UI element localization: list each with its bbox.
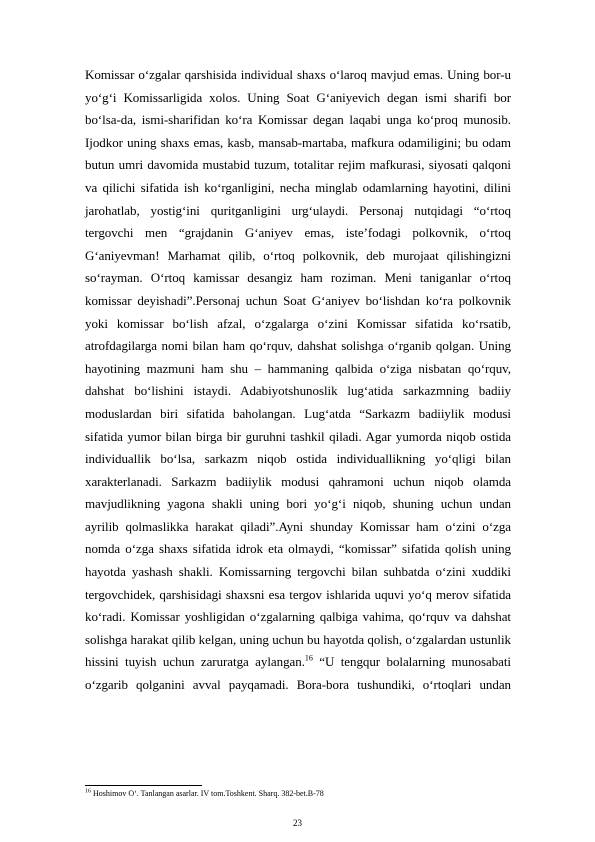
paragraph-text-part2: “U tengqur bolalarning munosabati o‘zgarib qolganini avval payqamadi. Bora-bora tushundiki, o‘rtoqlari undan (85, 654, 511, 693)
footnote-text: Hoshimov O‘. Tanlangan asarlar. IV tom.Toshkent. Sharq. 382-bet.B-78 (91, 789, 324, 798)
footnote (85, 789, 511, 799)
footnote-reference[interactable]: 16 (304, 654, 313, 664)
footnote-number: 16 (85, 788, 91, 795)
body-paragraph (85, 64, 511, 697)
footnote-divider (85, 785, 202, 786)
paragraph-text-part1: Komissar o‘zgalar qarshisida individual shaxs o‘laroq mavjud emas. Uning bor-u yo‘g‘i Komissarligida xolos. Uning Soat G‘aniyevich degan ismi sharifi bor bo‘lsa-da, ismi-sharifidan ko‘ra Komissar degan laqabi unga ko‘proq munosib. Ijodkor uning shaxs emas, kasb, mansab-martaba, mafkura odamiligini; bu odam butun umri davomida mustabid tuzum, totalitar rejim mafkurasi, siyosati qalqoni va qilichi sifatida ish ko‘rganligini, necha minglab odamlarning hayotini, dilini jarohatlab, yostig‘ini quritganligini urg‘ulaydi. Personaj nutqidagi “o‘rtoq tergovchi men “grajdanin G‘aniyev emas, iste’fodagi polkovnik, o‘rtoq G‘aniyevman! Marhamat qilib, o‘rtoq polkovnik, deb murojaat qilishingizni so‘rayman. O‘rtoq kamissar desangiz ham roziman. Meni taniganlar o‘rtoq komissar deyishadi”.Personaj uchun Soat G‘aniyev bo‘lishdan ko‘ra polkovnik yoki komissar bo‘lish afzal, o‘zgalarga o‘zini Komissar sifatida ko‘rsatib, atrofdagilarga nomi bilan ham qo‘rquv, dahshat solishga o‘rganib qolgan. Uning hayotining mazmuni ham shu – hammaning qalbida o‘ziga nisbatan qo‘rquv, dahshat bo‘lishini istaydi. Adabiyotshunoslik lug‘atida sarkazmning badiiy moduslardan biri sifatida baholangan. Lug‘atda “Sarkazm badiiylik modusi sifatida yumor bilan birga bir guruhni tashkil qiladi. Agar yumorda niqob ostida individuallik bo‘lsa, sarkazm niqob ostida individuallikning yo‘qligi bilan xarakterlanadi. Sarkazm badiiylik modusi qahramoni uchun niqob olamda mavjudlikning yagona shakli uning bori yo‘g‘i niqob, shuning uchun undan ayrilib qolmaslikka harakat qiladi”.Ayni shunday Komissar ham o‘zini o‘zga nomda o‘zga shaxs sifatida idrok eta olmaydi, “komissar” sifatida qolish uning hayotda yashash shakli. Komissarning tergovchi bilan suhbatda o‘zini xuddiki tergovchidek, qarshisidagi shaxsni esa tergov ishlarida uquvi yo‘q merov sifatida ko‘radi. Komissar yoshligidan o‘zgalarning qalbiga vahima, qo‘rquv va dahshat solishga harakat qilib kelgan, uning uchun bu hayotda qolish, o‘zgalardan ustunlik hissini tuyish uchun zaruratga aylangan. (85, 67, 511, 670)
page-number: 23 (293, 818, 302, 828)
